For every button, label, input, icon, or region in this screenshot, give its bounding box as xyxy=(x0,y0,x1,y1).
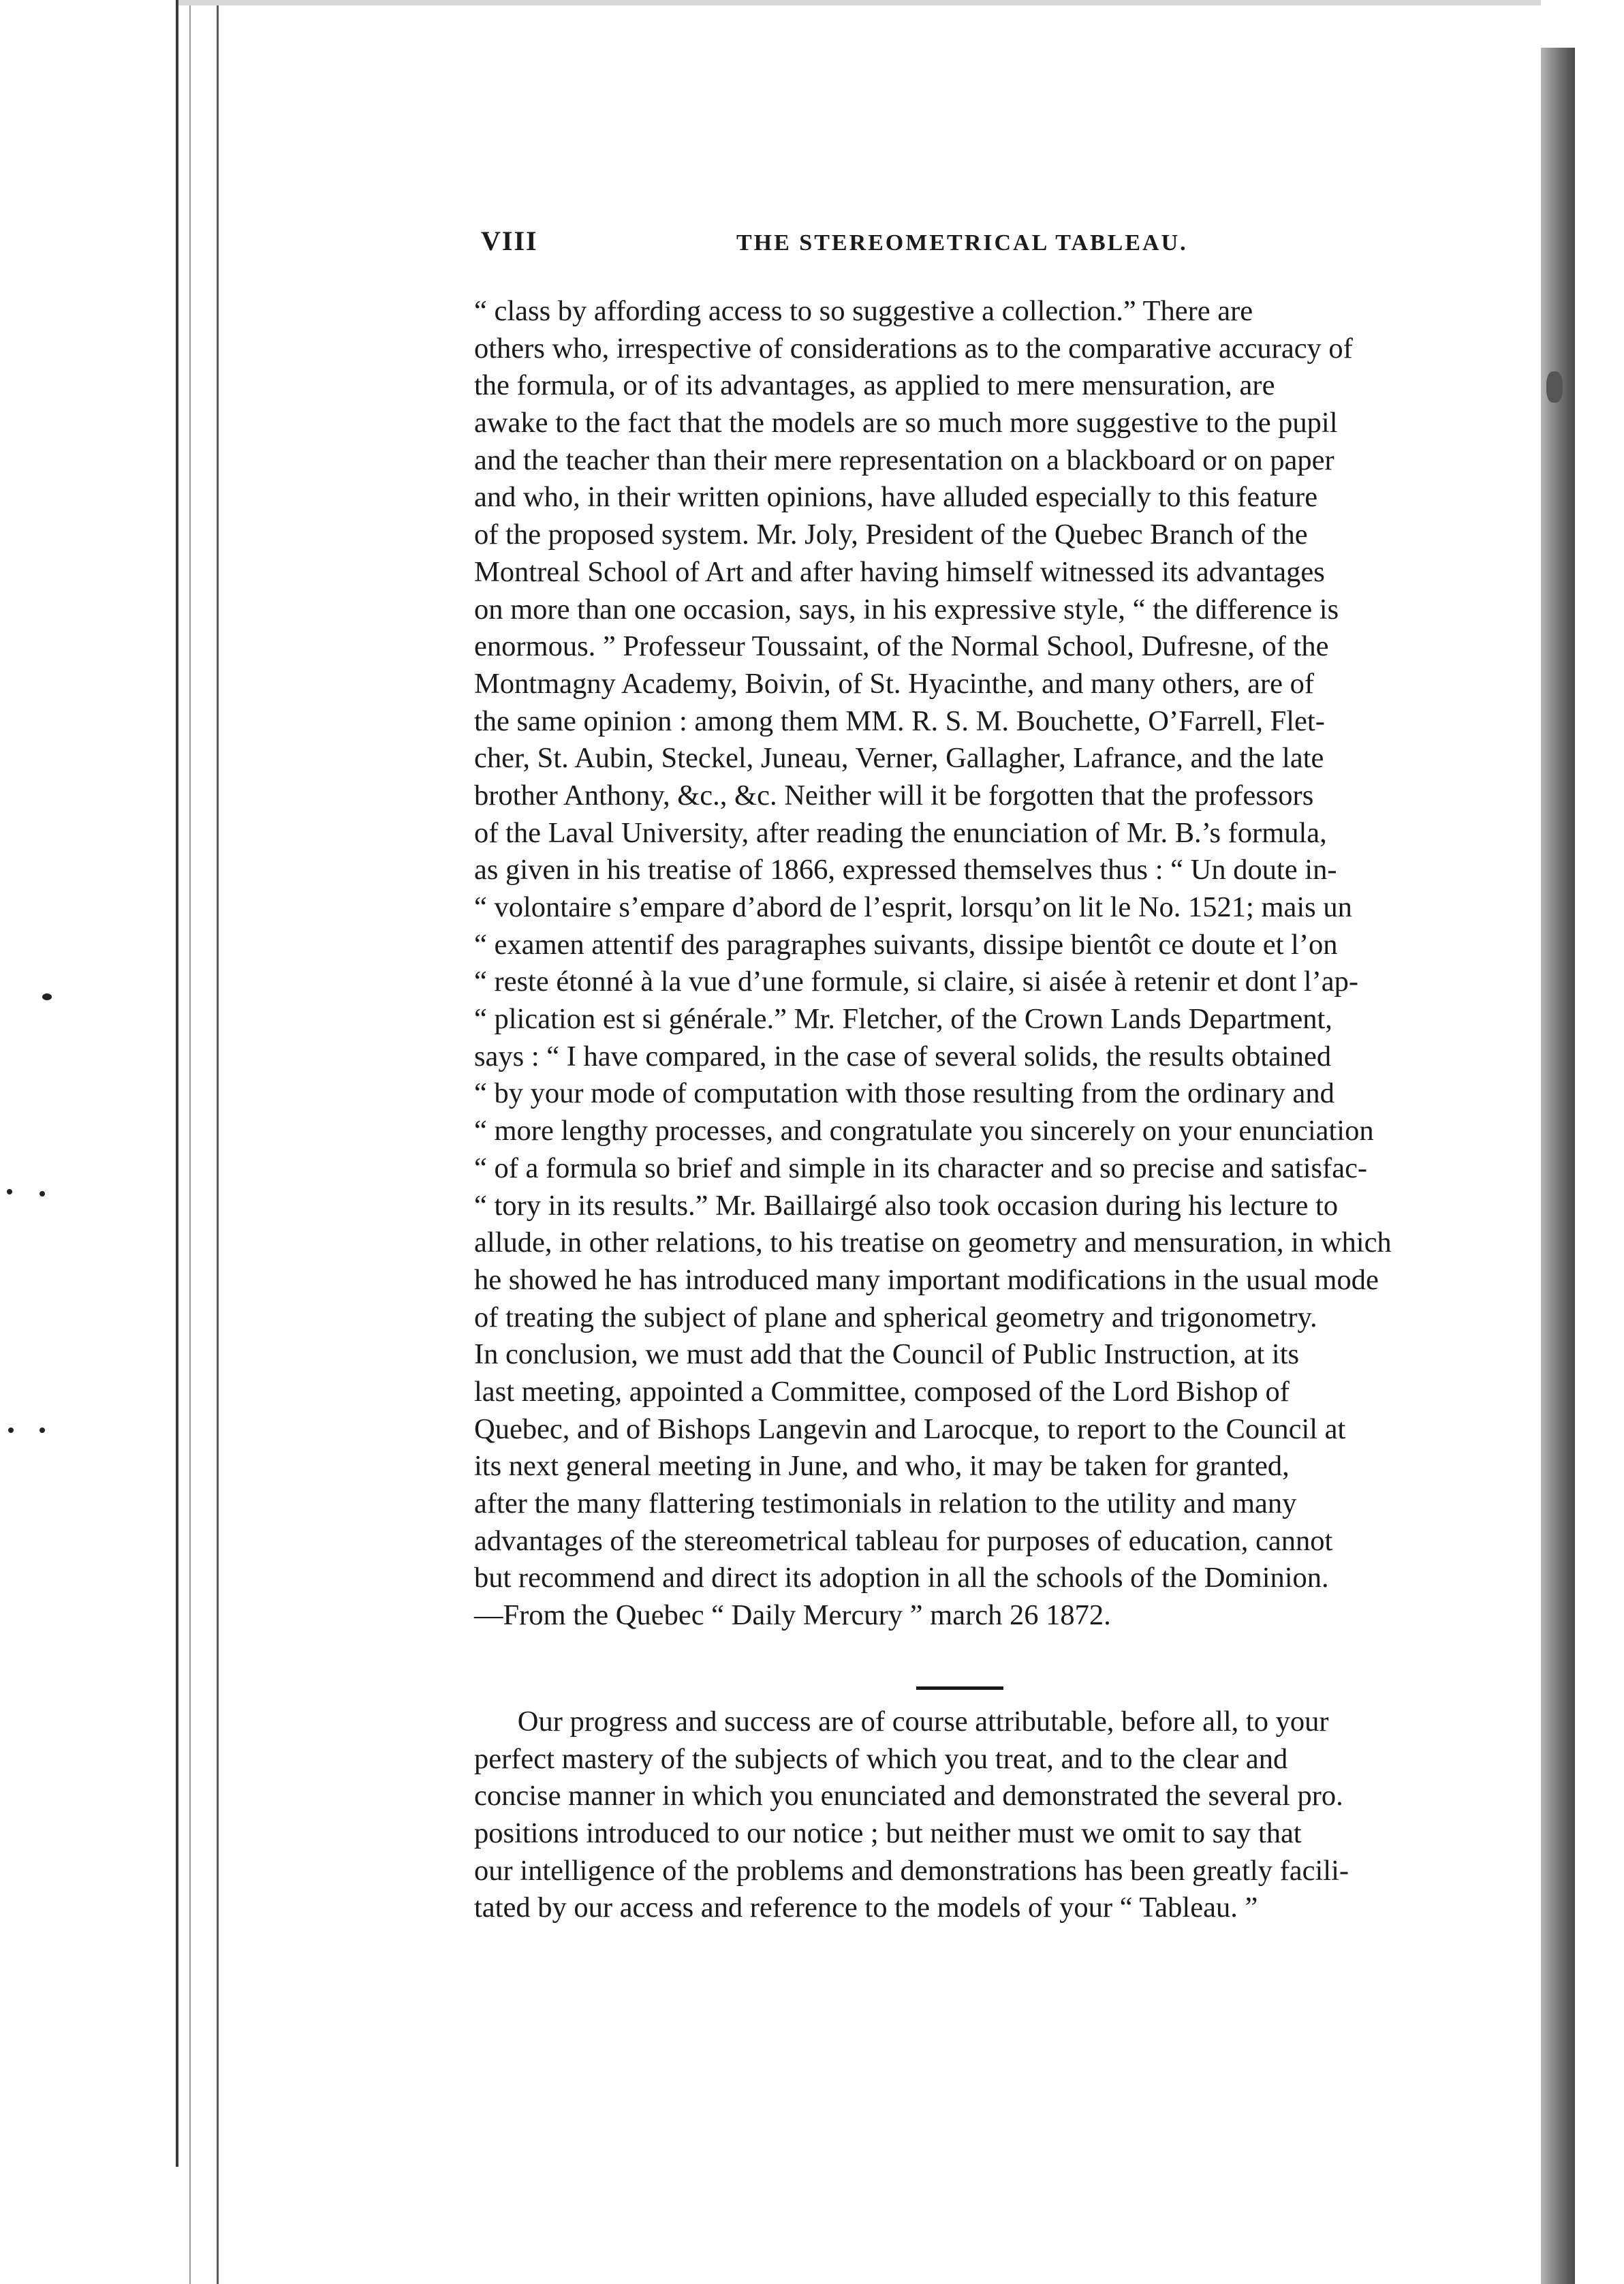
scan-speck xyxy=(8,1428,14,1433)
scan-speck xyxy=(40,1428,45,1433)
text-line: as given in his treatise of 1866, expressed themselves thus : “ Un doute in- xyxy=(474,854,1337,886)
scan-speck xyxy=(40,1191,45,1197)
text-line: advantages of the stereometrical tableau for purposes of education, cannot xyxy=(474,1524,1333,1557)
text-line: “ examen attentif des paragraphes suivants, dissipe bientôt ce doute et l’on xyxy=(474,928,1338,961)
text-line: “ volontaire s’empare d’abord de l’esprit, lorsqu’on lit le No. 1521; mais un xyxy=(474,891,1352,923)
text-line: its next general meeting in June, and who, it may be taken for granted, xyxy=(474,1450,1290,1483)
text-line: Montmagny Academy, Boivin, of St. Hyacinthe, and many others, are of xyxy=(474,667,1315,700)
text-line: of the Laval University, after reading the enunciation of Mr. B.’s formula, xyxy=(474,816,1327,849)
text-line: on more than one occasion, says, in his expressive style, “ the difference is xyxy=(474,593,1339,626)
text-line: after the many flattering testimonials in relation to the utility and many xyxy=(474,1487,1297,1519)
page-edge-top xyxy=(178,0,1541,5)
running-head: THE STEREOMETRICAL TABLEAU. xyxy=(736,230,1188,256)
text-line: enormous. ” Professeur Toussaint, of the Normal School, Dufresne, of the xyxy=(474,630,1329,663)
text-line: positions introduced to our notice ; but neither must we omit to say that xyxy=(474,1817,1302,1850)
text-line: “ tory in its results.” Mr. Baillairgé also took occasion during his lecture to xyxy=(474,1189,1339,1222)
text-line: concise manner in which you enunciated and demonstrated the several pro. xyxy=(474,1780,1343,1812)
text-line: and who, in their written opinions, have alluded especially to this feature xyxy=(474,481,1318,514)
text-line: “ class by affording access to so suggestive a collection.” There are xyxy=(474,295,1253,327)
page-edge-line xyxy=(176,0,178,2167)
text-line: —From the Quebec “ Daily Mercury ” march 26 1872. xyxy=(474,1599,1111,1632)
text-line: In conclusion, we must add that the Council of Public Instruction, at its xyxy=(474,1338,1300,1371)
text-line: tated by our access and reference to the models of your “ Tableau. ” xyxy=(474,1892,1258,1924)
text-line: of treating the subject of plane and spherical geometry and trigonometry. xyxy=(474,1301,1317,1333)
text-line: cher, St. Aubin, Steckel, Juneau, Verner, Gallagher, Lafrance, and the late xyxy=(474,742,1324,775)
body-passage-2 xyxy=(474,1703,1444,1927)
page-edge-line xyxy=(189,0,191,2284)
text-line: but recommend and direct its adoption in all the schools of the Dominion. xyxy=(474,1562,1329,1594)
text-line: and the teacher than their mere representation on a blackboard or on paper xyxy=(474,444,1334,476)
text-line: allude, in other relations, to his treatise on geometry and mensuration, in which xyxy=(474,1226,1392,1259)
page-number: VIII xyxy=(481,226,538,256)
text-line: “ plication est si générale.” Mr. Fletcher, of the Crown Lands Department, xyxy=(474,1003,1332,1036)
text-line: “ reste étonné à la vue d’une formule, si claire, si aisée à retenir et dont l’ap- xyxy=(474,966,1359,998)
page-edge-line xyxy=(217,0,219,2284)
text-line: our intelligence of the problems and demonstrations has been greatly facili- xyxy=(474,1854,1349,1887)
text-line: “ more lengthy processes, and congratulate you sincerely on your enunciation xyxy=(474,1115,1374,1147)
page-header xyxy=(481,225,1441,266)
text-line: perfect mastery of the subjects of which you treat, and to the clear and xyxy=(474,1742,1288,1775)
text-line: awake to the fact that the models are so much more suggestive to the pupil xyxy=(474,407,1338,439)
body-passage-1 xyxy=(474,293,1444,1635)
text-line: Our progress and success are of course attributable, before all, to your xyxy=(474,1706,1329,1738)
text-line: others who, irrespective of considerations as to the comparative accuracy of xyxy=(474,332,1353,365)
text-line: Montreal School of Art and after having himself witnessed its advantages xyxy=(474,555,1325,588)
text-line: of the proposed system. Mr. Joly, President of the Quebec Branch of the xyxy=(474,519,1308,551)
text-line: the same opinion : among them MM. R. S. M. Bouchette, O’Farrell, Flet- xyxy=(474,705,1325,737)
text-line: last meeting, appointed a Committee, composed of the Lord Bishop of xyxy=(474,1375,1290,1408)
scan-margin-right xyxy=(1575,0,1624,2284)
scan-speck xyxy=(7,1189,12,1194)
section-divider-rule xyxy=(916,1686,1003,1690)
text-line: “ of a formula so brief and simple in its character and so precise and satisfac- xyxy=(474,1152,1368,1184)
scan-speck xyxy=(42,993,52,1000)
text-line: brother Anthony, &c., &c. Neither will it be forgotten that the professors xyxy=(474,779,1314,812)
scan-margin-left xyxy=(0,0,41,2284)
text-line: he showed he has introduced many important modifications in the usual mode xyxy=(474,1263,1379,1296)
text-line: “ by your mode of computation with those resulting from the ordinary and xyxy=(474,1077,1334,1110)
scan-blemish xyxy=(1546,371,1563,403)
text-line: Quebec, and of Bishops Langevin and Larocque, to report to the Council at xyxy=(474,1413,1346,1445)
text-line: the formula, or of its advantages, as applied to mere mensuration, are xyxy=(474,369,1275,402)
text-line: says : “ I have compared, in the case of several solids, the results obtained xyxy=(474,1040,1332,1072)
